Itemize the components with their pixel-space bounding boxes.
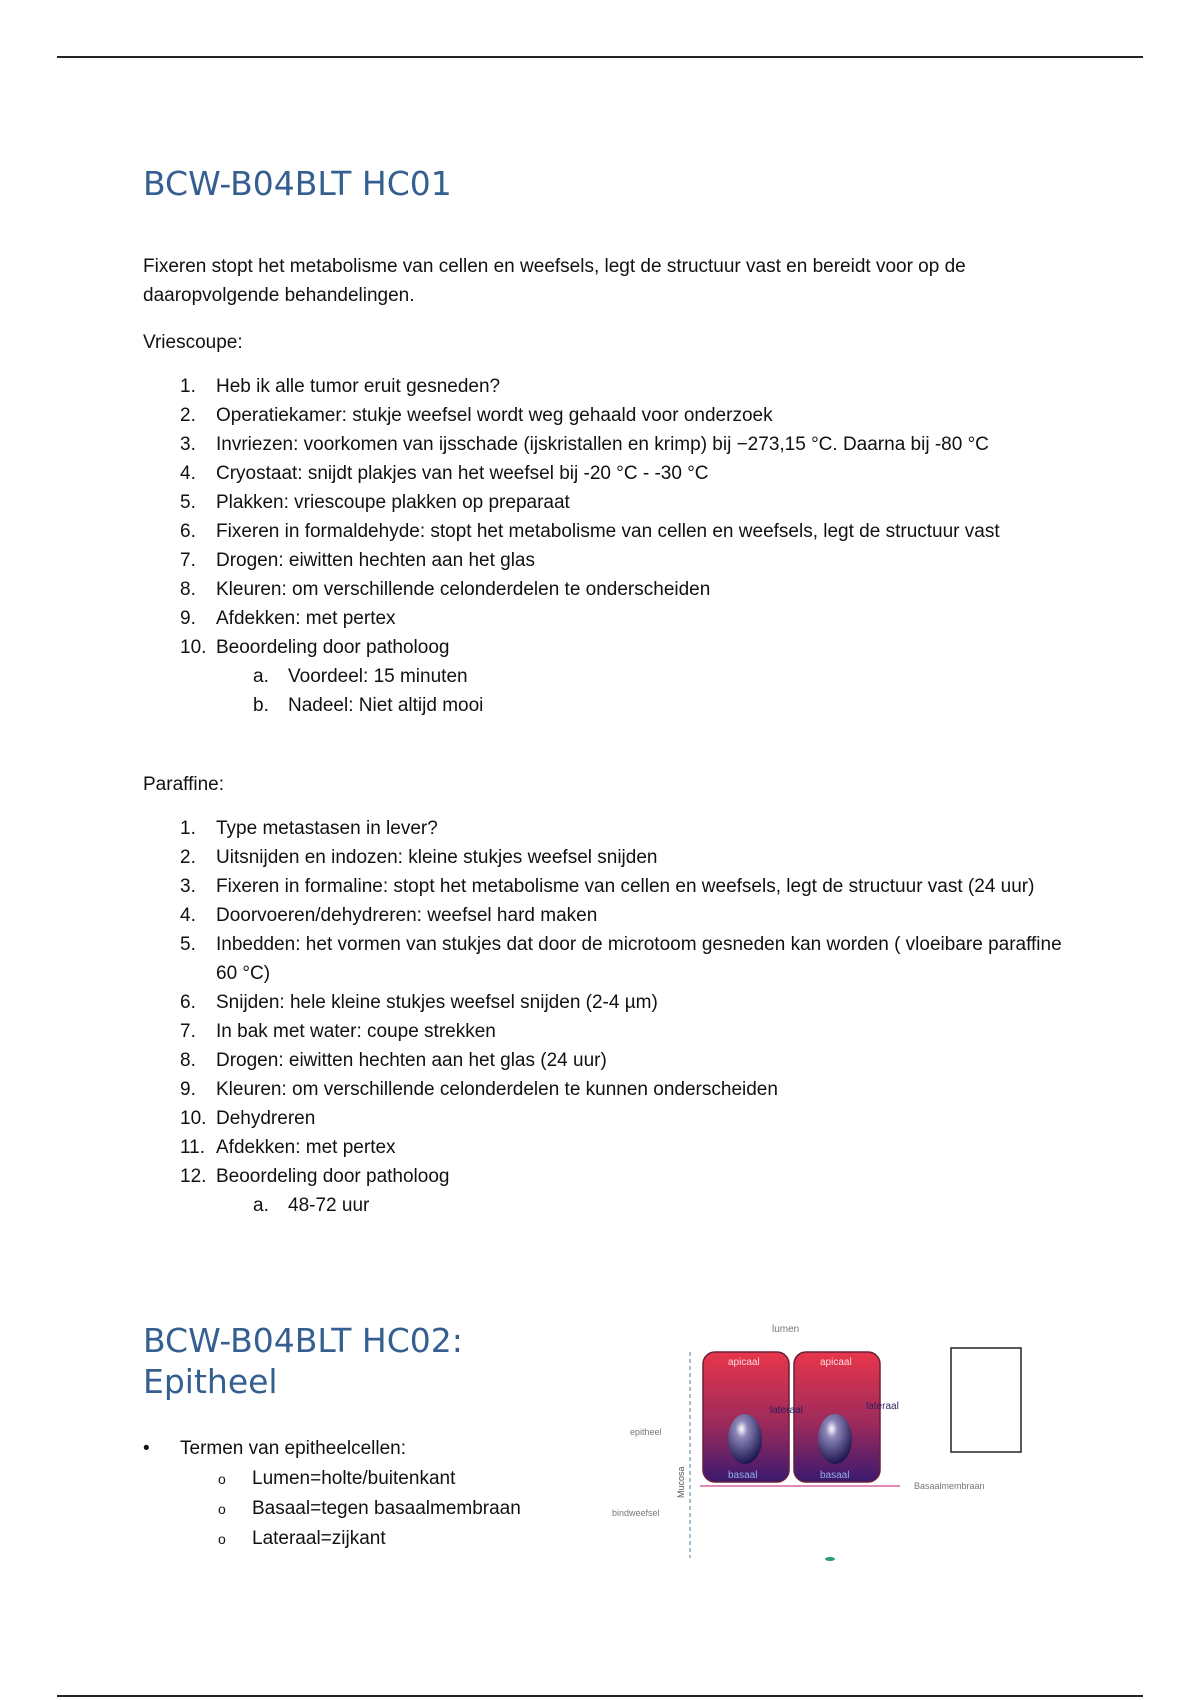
- list-item: [143, 1133, 1073, 1162]
- sub-list-item: [143, 662, 1073, 691]
- vriescoupe-list: [143, 372, 1073, 720]
- list-item: [143, 1464, 583, 1494]
- bullet-circle-icon: o: [218, 1531, 226, 1547]
- sub-list-text: Nadeel: Niet altijd mooi: [288, 695, 484, 716]
- list-number: 5.: [180, 492, 196, 513]
- list-number: 1.: [180, 376, 196, 397]
- list-number: 8.: [180, 1050, 196, 1071]
- list-item: [143, 843, 1073, 872]
- list-item: [143, 1162, 1073, 1191]
- list-item: [143, 1494, 583, 1524]
- list-item: [143, 988, 1073, 1017]
- basaalmembraan-label: Basaalmembraan: [914, 1481, 985, 1491]
- list-number: 9.: [180, 608, 196, 629]
- mucosa-label: Mucosa: [676, 1466, 686, 1498]
- nucleus: [818, 1414, 852, 1464]
- list-item: [143, 372, 1073, 401]
- sub-list-item: [143, 691, 1073, 720]
- list-text: Beoordeling door patholoog: [216, 1166, 450, 1187]
- list-item: [143, 1524, 583, 1554]
- list-text: In bak met water: coupe strekken: [216, 1021, 496, 1042]
- list-item: [143, 459, 1073, 488]
- list-text: Doorvoeren/dehydreren: weefsel hard maken: [216, 905, 598, 926]
- page-top-rule: [57, 56, 1143, 58]
- marker-dot: [825, 1557, 835, 1561]
- list-number: 10.: [180, 1108, 207, 1129]
- list-number: 5.: [180, 934, 196, 955]
- lateraal-label: lateraal: [770, 1405, 803, 1416]
- basaal-label: basaal: [820, 1470, 850, 1481]
- sub-list-text: 48-72 uur: [288, 1195, 370, 1216]
- hc01-intro: Fixeren stopt het metabolisme van cellen en weefsels, legt de structuur vast en bereidt voor op de daaropvolgende behandelingen.: [143, 256, 966, 306]
- list-text: Afdekken: met pertex: [216, 608, 396, 629]
- apicaal-label: apicaal: [820, 1357, 852, 1368]
- list-number: 4.: [180, 905, 196, 926]
- list-text: Snijden: hele kleine stukjes weefsel snijden (2-4 µm): [216, 992, 658, 1013]
- list-number: 2.: [180, 847, 196, 868]
- list-item: [143, 430, 1073, 459]
- lumen-label: lumen: [772, 1324, 800, 1335]
- epitheel-label: epitheel: [630, 1427, 662, 1437]
- bindweefsel-label: bindweefsel: [612, 1508, 660, 1518]
- list-number: 3.: [180, 876, 196, 897]
- list-number: 11.: [180, 1137, 206, 1158]
- bullet-circle-icon: o: [218, 1471, 226, 1487]
- list-item: [143, 1017, 1073, 1046]
- hc02-title-line1: BCW-B04BLT HC02:: [143, 1321, 463, 1360]
- list-text: Drogen: eiwitten hechten aan het glas: [216, 550, 535, 571]
- list-item: [143, 1434, 583, 1464]
- list-item: [143, 1075, 1073, 1104]
- lateraal-label: lateraal: [866, 1401, 899, 1412]
- list-text: Type metastasen in lever?: [216, 818, 438, 839]
- page-bottom-rule: [57, 1695, 1143, 1697]
- list-text: Beoordeling door patholoog: [216, 637, 450, 658]
- list-text: Operatiekamer: stukje weefsel wordt weg gehaald voor onderzoek: [216, 405, 773, 426]
- list-number: 6.: [180, 992, 196, 1013]
- sub-bullet-text: Lumen=holte/buitenkant: [252, 1468, 456, 1489]
- list-item: [143, 1046, 1073, 1075]
- nucleus: [728, 1414, 762, 1464]
- hc02-title-line2: Epitheel: [143, 1362, 278, 1401]
- list-item: [143, 517, 1073, 546]
- list-item: [143, 575, 1073, 604]
- list-text: Fixeren in formaline: stopt het metabolisme van cellen en weefsels, legt de structuur vast (24 uur): [216, 876, 1035, 897]
- list-text: Kleuren: om verschillende celonderdelen te onderscheiden: [216, 579, 711, 600]
- epitheel-diagram: [600, 1318, 1060, 1563]
- list-number: 7.: [180, 550, 196, 571]
- list-item: [143, 633, 1073, 662]
- basaal-label: basaal: [728, 1470, 758, 1481]
- list-text: Uitsnijden en indozen: kleine stukjes weefsel snijden: [216, 847, 658, 868]
- list-item: [143, 488, 1073, 517]
- paraffine-list: [143, 814, 1073, 1220]
- list-number: 2.: [180, 405, 196, 426]
- list-text: Cryostaat: snijdt plakjes van het weefsel bij -20 °C - -30 °C: [216, 463, 709, 484]
- bullet-circle-icon: o: [218, 1501, 226, 1517]
- list-number: 1.: [180, 818, 196, 839]
- list-text: Invriezen: voorkomen van ijsschade (ijskristallen en krimp) bij −273,15 °C. Daarna bij -80 °C: [216, 434, 989, 455]
- list-item: [143, 930, 1073, 988]
- sub-list-letter: a.: [253, 1195, 269, 1216]
- list-text: Afdekken: met pertex: [216, 1137, 396, 1158]
- paraffine-label: Paraffine:: [143, 774, 224, 795]
- list-text: Plakken: vriescoupe plakken op preparaat: [216, 492, 570, 513]
- bullet-text: Termen van epitheelcellen:: [180, 1438, 407, 1459]
- sub-bullet-text: Lateraal=zijkant: [252, 1528, 386, 1549]
- list-number: 10.: [180, 637, 207, 658]
- list-text: Kleuren: om verschillende celonderdelen te kunnen onderscheiden: [216, 1079, 778, 1100]
- epitheel-terms-list: [143, 1434, 583, 1554]
- vriescoupe-label: Vriescoupe:: [143, 332, 243, 353]
- list-text: Heb ik alle tumor eruit gesneden?: [216, 376, 501, 397]
- sub-list-item: [143, 1191, 1073, 1220]
- sub-list-text: Voordeel: 15 minuten: [288, 666, 468, 687]
- list-text: Dehydreren: [216, 1108, 316, 1129]
- list-number: 12.: [180, 1166, 207, 1187]
- list-item: [143, 546, 1073, 575]
- list-item: [143, 872, 1073, 901]
- list-number: 6.: [180, 521, 196, 542]
- list-item: [143, 901, 1073, 930]
- list-text: Drogen: eiwitten hechten aan het glas (24 uur): [216, 1050, 607, 1071]
- apicaal-label: apicaal: [728, 1357, 760, 1368]
- sub-list-letter: b.: [253, 695, 269, 716]
- hc01-title: BCW-B04BLT HC01: [143, 164, 452, 203]
- empty-box: [951, 1348, 1021, 1452]
- list-number: 4.: [180, 463, 196, 484]
- list-item: [143, 604, 1073, 633]
- list-text: Fixeren in formaldehyde: stopt het metabolisme van cellen en weefsels, legt de structuur vast: [216, 521, 1000, 542]
- list-number: 3.: [180, 434, 196, 455]
- list-item: [143, 814, 1073, 843]
- list-item: [143, 1104, 1073, 1133]
- list-number: 7.: [180, 1021, 196, 1042]
- list-number: 9.: [180, 1079, 196, 1100]
- bullet-dot-icon: •: [143, 1438, 150, 1459]
- list-item: [143, 401, 1073, 430]
- sub-list-letter: a.: [253, 666, 269, 687]
- list-number: 8.: [180, 579, 196, 600]
- sub-bullet-text: Basaal=tegen basaalmembraan: [252, 1498, 521, 1519]
- list-text: Inbedden: het vormen van stukjes dat door de microtoom gesneden kan worden ( vloeibare paraffine 60 °C): [216, 934, 1062, 984]
